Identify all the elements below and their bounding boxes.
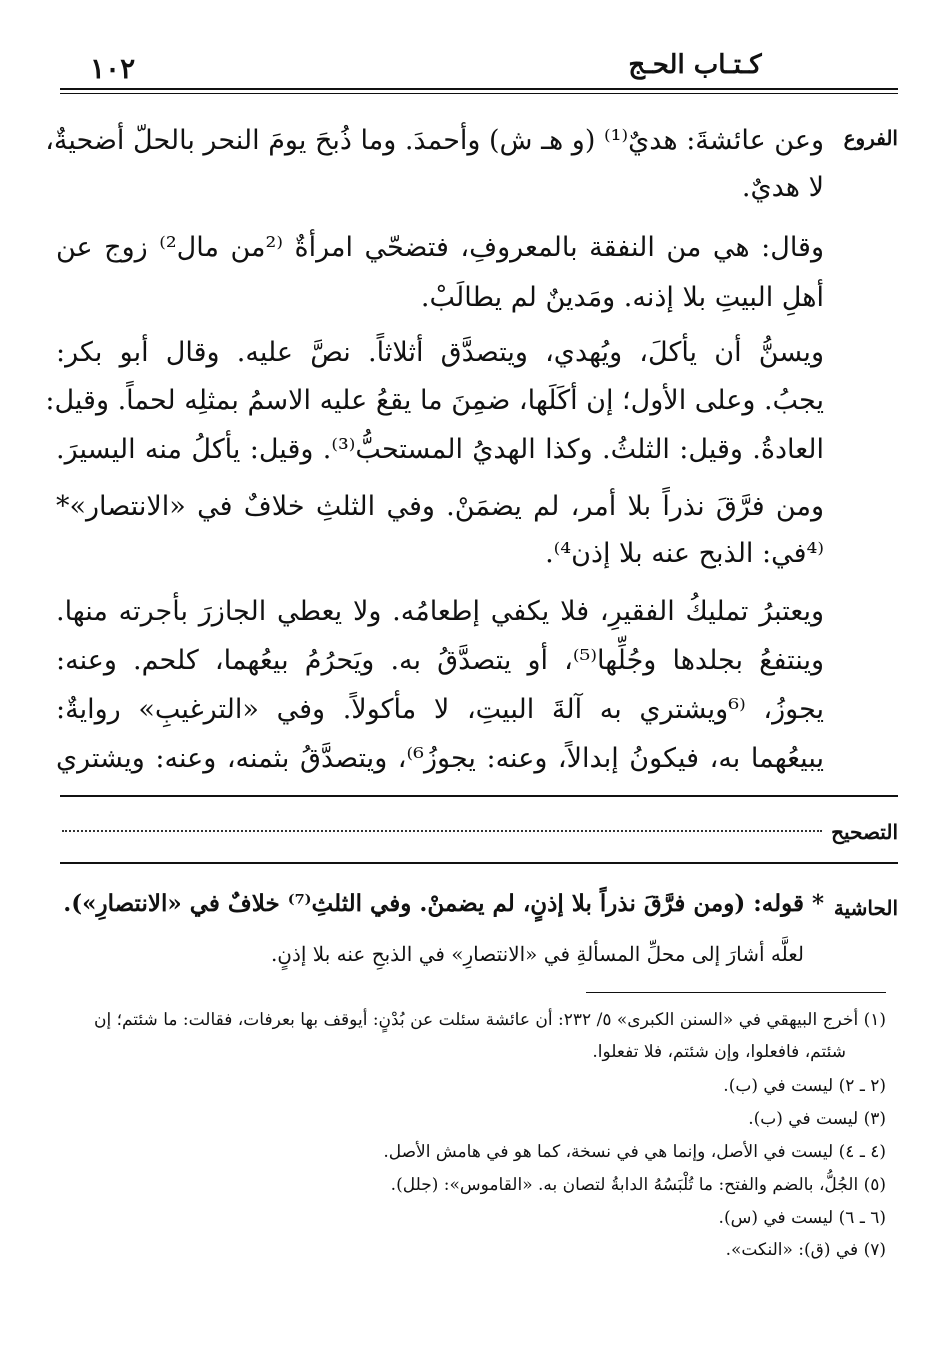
footnote: (٣) ليست في (ب). (748, 1109, 886, 1129)
body-line: يبيعُهما به، فيكونُ إبدالاً، وعنه: يجوزُ⁶⁾، ويتصدَّقُ بثمنه، وعنه: ويشتري (56, 743, 824, 774)
header-rule-bottom (60, 93, 898, 94)
hashiya-quote: * قوله: (ومن فرَّقَ نذراً بلا إذنٍ، لم يضمنْ. وفي الثلثِ⁽⁷⁾ خلافٌ في «الانتصارِ»). (63, 890, 824, 917)
body-line: وعن عائشةَ: هديٌ⁽¹⁾ (و هـ ش) وأحمدَ. وما ذُبحَ يومَ النحر بالحلّ أضحيةٌ، (45, 125, 824, 156)
footnote: (١) أخرج البيهقي في «السنن الكبرى» ٥/ ٢٣٢: أن عائشة سئلت عن بُدْنٍ: أيوقف بها بعرفات، فقالت: ما شئتم؛ إن (93, 1010, 886, 1030)
footnote-rule (586, 992, 886, 993)
side-label-tashih: التصحيح (831, 820, 898, 844)
side-label-furu: الفروع (843, 126, 898, 150)
footnote: (٥) الجُلُّ، بالضم والفتح: ما تُلْبَسُهُ الدابةُ لتصان به. «القاموس»: (جلل). (390, 1175, 886, 1195)
body-line: ⁽⁴في: الذبح عنه بلا إذن⁴⁾. (545, 538, 824, 569)
footnote: (٢ ـ ٢) ليست في (ب). (723, 1076, 886, 1096)
body-line: يجبُ. وعلى الأول؛ إن أكَلَها، ضمِنَ ما يقعُ عليه الاسمُ بمثلِه لحماً. وقيل: (45, 385, 824, 416)
body-line: وينتفعُ بجلدها وجُلِّها⁽⁵⁾، أو يتصدَّقُ به. ويَحرُمُ بيعُهما، كلحم. وعنه: (56, 645, 824, 676)
tashih-bottom-rule (60, 862, 898, 864)
body-bottom-rule (60, 795, 898, 797)
footnote: (٤ ـ ٤) ليست في الأصل، وإنما هي في نسخة، كما هو في هامش الأصل. (383, 1142, 886, 1162)
page-number: ١٠٢ (90, 52, 136, 85)
footnote: (٦ ـ ٦) ليست في (س). (718, 1208, 886, 1228)
body-line: ويعتبرُ تمليكُ الفقيرِ، فلا يكفي إطعامُه. ولا يعطي الجازرَ بأجرته منها. (56, 596, 824, 627)
body-line: العادةُ. وقيل: الثلثُ. وكذا الهديُ المستحبُّ⁽³⁾. وقيل: يأكلُ منه اليسيرَ. (56, 434, 824, 465)
tashih-dotted-line (62, 830, 822, 832)
body-line: ومن فرَّقَ نذراً بلا أمر، لم يضمَنْ. وفي الثلثِ خلافٌ في «الانتصار»* (56, 491, 824, 522)
hashiya-comment: لعلَّه أشارَ إلى محلِّ المسألةِ في «الانتصارِ» في الذبحِ عنه بلا إذنٍ. (270, 942, 804, 966)
body-line: أهلِ البيتِ بلا إذنه. ومَدينٌ لم يطالَبْ. (420, 282, 824, 313)
header-rule-top (60, 88, 898, 90)
body-line: وقال: هي من النفقة بالمعروفِ، فتضحّي امرأةٌ ⁽²من مال²⁾ زوج عن (56, 232, 824, 263)
body-line: يجوزُ، ⁽⁶ويشتري به آلةَ البيتِ، لا مأكولاً. وفي «الترغيبِ» روايةٌ: (56, 694, 825, 725)
footnote: شئتم، فافعلوا، وإن شئتم، فلا تفعلوا. (592, 1042, 846, 1062)
side-label-hashiya: الحاشية (833, 896, 898, 920)
footnote: (٧) في (ق): «النكت». (725, 1240, 886, 1260)
body-line: ويسنُّ أن يأكلَ، ويُهدي، ويتصدَّق أثلاثاً. نصَّ عليه. وقال أبو بكر: (56, 337, 824, 368)
running-title: كـتـاب الحـج (628, 50, 762, 80)
body-line: لا هديٌ. (741, 172, 824, 203)
